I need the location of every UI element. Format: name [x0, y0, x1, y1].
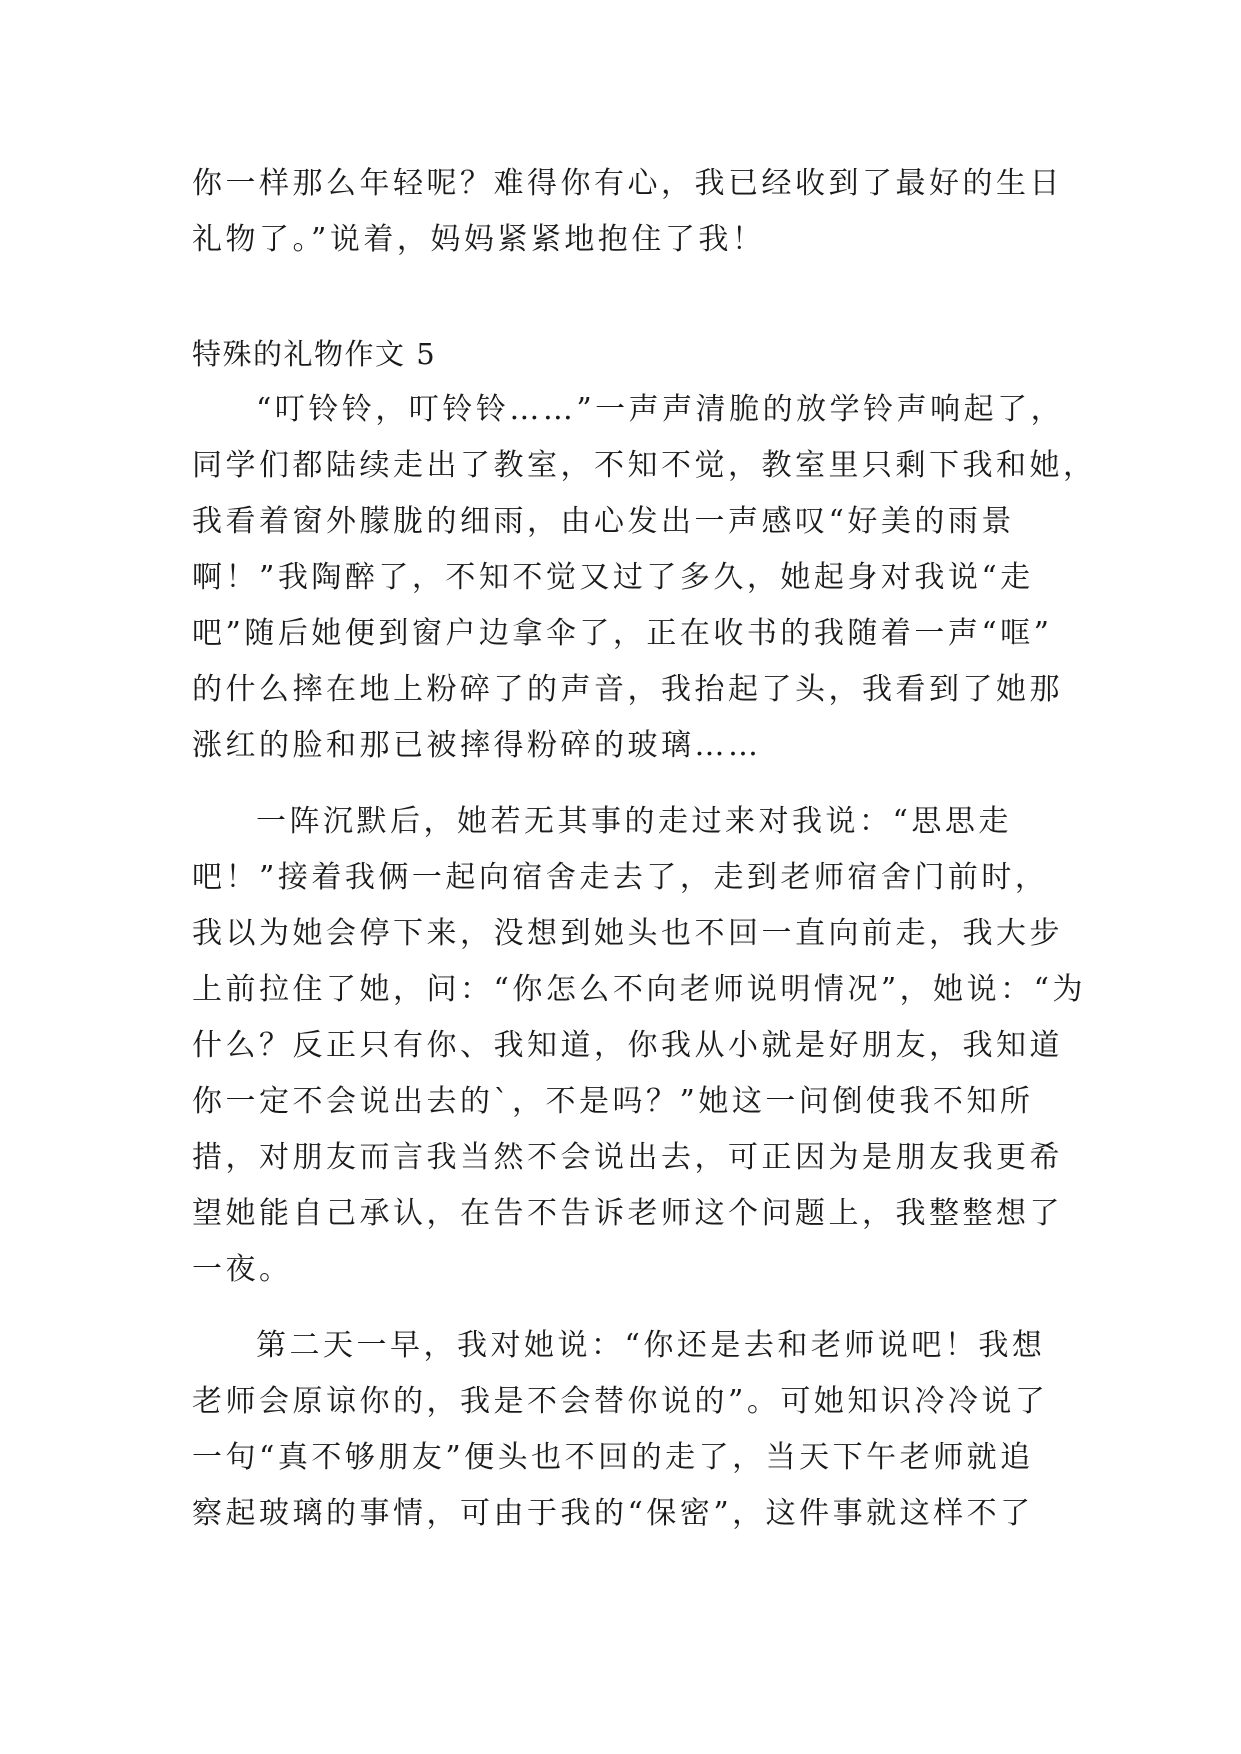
paragraph-line: 措，对朋友而言我当然不会说出去，可正因为是朋友我更希: [192, 1140, 1063, 1175]
paragraph-line: 一句“真不够朋友”便头也不回的走了，当天下午老师就追: [192, 1440, 1034, 1475]
paragraph-line: 老师会原谅你的，我是不会替你说的”。可她知识冷冷说了: [192, 1384, 1049, 1419]
paragraph-line: 我看着窗外朦胧的细雨，由心发出一声感叹“好美的雨景: [192, 504, 1015, 539]
paragraph-line: 同学们都陆续走出了教室，不知不觉，教室里只剩下我和她，: [192, 448, 1097, 483]
paragraph-line: 吧！”接着我俩一起向宿舍走去了，走到老师宿舍门前时，: [192, 860, 1049, 895]
paragraph-line: 什么？反正只有你、我知道，你我从小就是好朋友，我知道: [192, 1028, 1063, 1063]
paragraph-line: 涨红的脸和那已被摔得粉碎的玻璃……: [192, 728, 762, 763]
intro-line: 你一样那么年轻呢？难得你有心，我已经收到了最好的生日: [192, 166, 1063, 201]
paragraph-line: 啊！”我陶醉了，不知不觉又过了多久，她起身对我说“走: [192, 560, 1034, 595]
paragraph-line: 吧”随后她便到窗户边拿伞了，正在收书的我随着一声“哐”: [192, 616, 1053, 651]
paragraph-line: 一阵沉默后，她若无其事的走过来对我说：“思思走: [256, 804, 1012, 839]
paragraph-line: 上前拉住了她，问：“你怎么不向老师说明情况”，她说：“为: [192, 972, 1087, 1007]
paragraph-line: 我以为她会停下来，没想到她头也不回一直向前走，我大步: [192, 916, 1063, 951]
paragraph-line: 第二天一早，我对她说：“你还是去和老师说吧！我想: [256, 1328, 1046, 1363]
paragraph-line: 你一定不会说出去的`，不是吗？”她这一问倒使我不知所: [192, 1084, 1034, 1119]
paragraph-line: 望她能自己承认，在告不告诉老师这个问题上，我整整想了: [192, 1196, 1063, 1231]
section-title: 特殊的礼物作文 5: [192, 337, 437, 371]
paragraph-line: “叮铃铃，叮铃铃……”一声声清脆的放学铃声响起了，: [256, 392, 1065, 427]
intro-line: 礼物了。”说着，妈妈紧紧地抱住了我！: [192, 222, 766, 257]
paragraph-line: 察起玻璃的事情，可由于我的“保密”，这件事就这样不了: [192, 1496, 1034, 1531]
paragraph-line: 的什么摔在地上粉碎了的声音，我抬起了头，我看到了她那: [192, 672, 1063, 707]
paragraph-line: 一夜。: [192, 1252, 293, 1287]
